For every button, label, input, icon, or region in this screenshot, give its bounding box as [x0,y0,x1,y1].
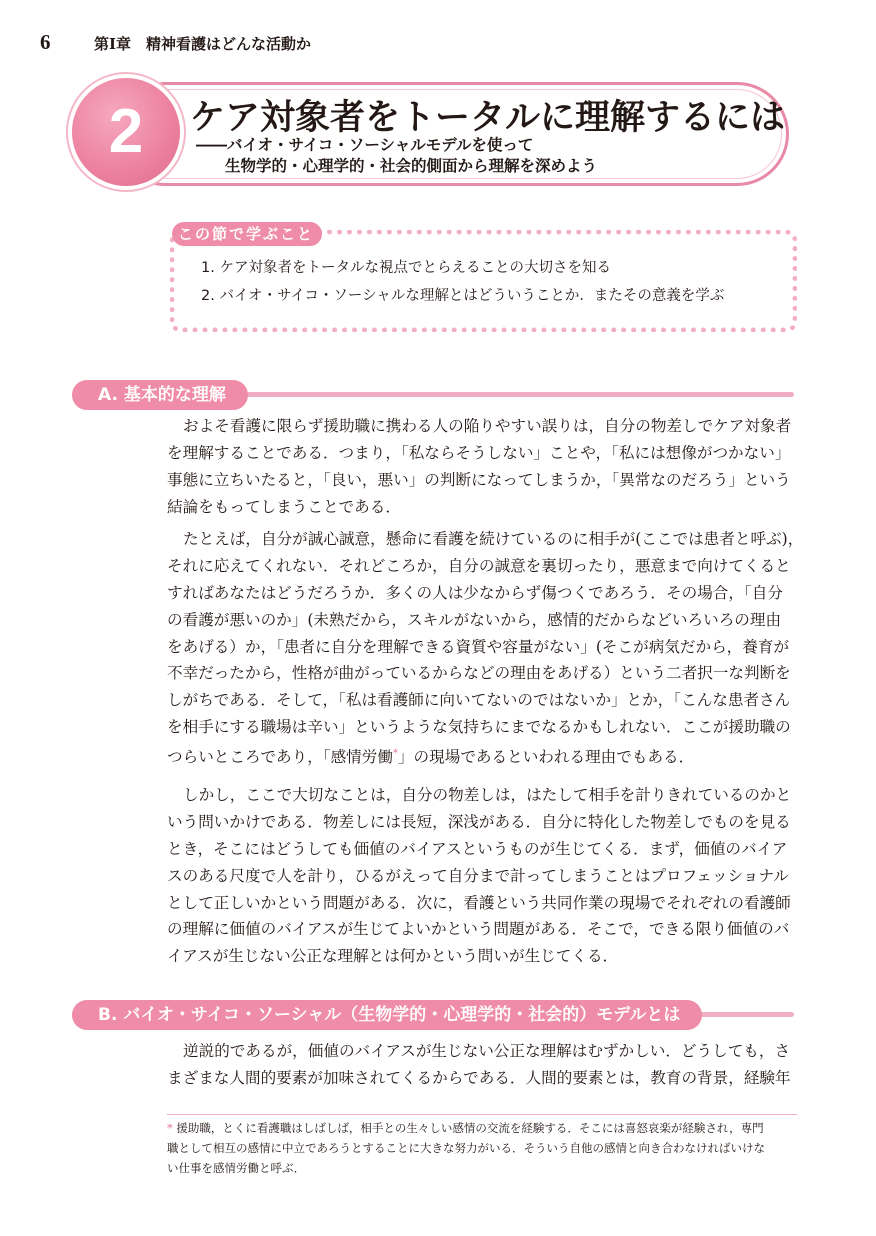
text-line: とき，そこにはどうしても価値のバイアスというものが生じてくる．まず，価値のバイア [167,839,788,858]
paragraph [167,413,797,521]
text-fragment: 」の現場であるといわれる理由でもある． [397,748,695,767]
text-line: たとえば，自分が誠心誠意，懸命に看護を続けているのに相手が(ここでは患者と呼ぶ)， [183,530,804,548]
footnote [167,1118,797,1178]
text-line: をあげる）か，「患者に自分を理解できる資質や容量がない」(そこが病気だから，養育が [167,637,790,656]
text-line: として正しいかという問題がある．次に，看護という共同作業の現場でそれぞれの看護師 [167,893,791,912]
footnote-marker: * [167,1121,173,1135]
text-line: すればあなたはどうだろうか．多くの人は少なからず傷つくであろう．その場合，「自分 [167,583,783,602]
text-line: イアスが生じない公正な理解とは何かという問いが生じてくる． [167,947,619,966]
chapter-title: 第Ⅰ章 精神看護はどんな活動か [94,35,312,53]
text-line: の理解に価値のバイアスが生じてよいかという問題がある．そこで，できる限り価値のバ [167,920,790,939]
paragraph [167,782,797,970]
text-line: 逆説的であるが，価値のバイアスが生じない公正な理解はむずかしい．どうしても，さ [183,1042,791,1060]
paragraph [167,526,804,768]
text-fragment: つらいところであり，「感情労働 [167,748,393,767]
text-line: まざまな人間的要素が加味されてくるからである．人間的要素とは，教育の背景，経験年 [167,1068,791,1087]
subsection-heading-a-label: A. 基本的な理解 [72,380,248,410]
text-line: それに応えてくれない．それどころか，自分の誠意を裏切ったり，悪意まで向けてくると [167,556,791,575]
subsection-heading-a [72,380,794,410]
subsection-heading-b [72,1000,794,1030]
text-line: を相手にする職場は辛い」というような気持ちにまでなるかもしれない．ここが援助職の [167,718,791,737]
footnote-line [167,1118,797,1138]
text-line: およそ看護に限らず援助職に携わる人の陥りやすい誤りは，自分の物差しでケア対象者 [183,417,792,435]
section-number: 2 [108,97,144,166]
text-line: しがちである．そして，「私は看護師に向いてないのではないか」とか，「こんな患者さん [167,691,791,710]
text-line: 不幸だったから，性格が曲がっているからなどの理由をあげる）という二者択一な判断を [167,664,791,683]
text-line: 結論をもってしまうことである． [167,497,401,516]
text-line: スのある尺度で人を計り，ひるがえって自分まで計ってしまうことはプロフェッショナル [167,866,789,885]
section-title: ケア対象者をトータルに理解するには [190,97,786,138]
footnote-divider [167,1114,797,1115]
learning-goal-item: 2. バイオ・サイコ・ソーシャルな理解とはどういうことか．またその意義を学ぶ [201,288,725,304]
section-subtitle-line2: 生物学的・心理学的・社会的側面から理解を深めよう [225,156,598,175]
text-line: 事態に立ちいたると，「良い，悪い」の判断になってしまうか，「異常なのだろう」という [167,470,791,489]
text-line: しかし，ここで大切なことは，自分の物差しは，はたして相手を計りきれているのかと [183,786,792,804]
footnote-marker: * [392,748,398,760]
page-number: 6 [40,30,51,54]
paragraph [167,1038,797,1092]
text-line: の看護が悪いのか」(未熟だから，スキルがないから，感情的だからなどいろいろの理由 [167,610,782,629]
text-line: いう問いかけである．物差しには長短，深浅がある．自分に特化した物差しでものを見る [167,812,791,831]
footnote-line: 職として相互の感情に中立であろうとすることに大きな努力がいる．そういう自他の感情と向き合わなければいけな [167,1141,765,1155]
learning-goals-label: この節で学ぶこと [172,222,322,246]
footnote-line: い仕事を感情労働と呼ぶ． [167,1161,306,1175]
learning-goal-item: 1. ケア対象者をトータルな視点でとらえることの大切さを知る [201,260,611,276]
subsection-heading-b-label: B. バイオ・サイコ・ソーシャル（生物学的・心理学的・社会的）モデルとは [72,1000,702,1030]
text-line [167,741,797,768]
text-line: を理解することである．つまり，「私ならそうしない」ことや，「私には想像がつかない」 [167,443,791,462]
section-subtitle-line1: ――バイオ・サイコ・ソーシャルモデルを使って [196,135,534,154]
footnote-text: 援助職，とくに看護職はしばしば，相手との生々しい感情の交流を経験する．そこには喜怒哀楽が経験され，専門 [176,1121,764,1135]
